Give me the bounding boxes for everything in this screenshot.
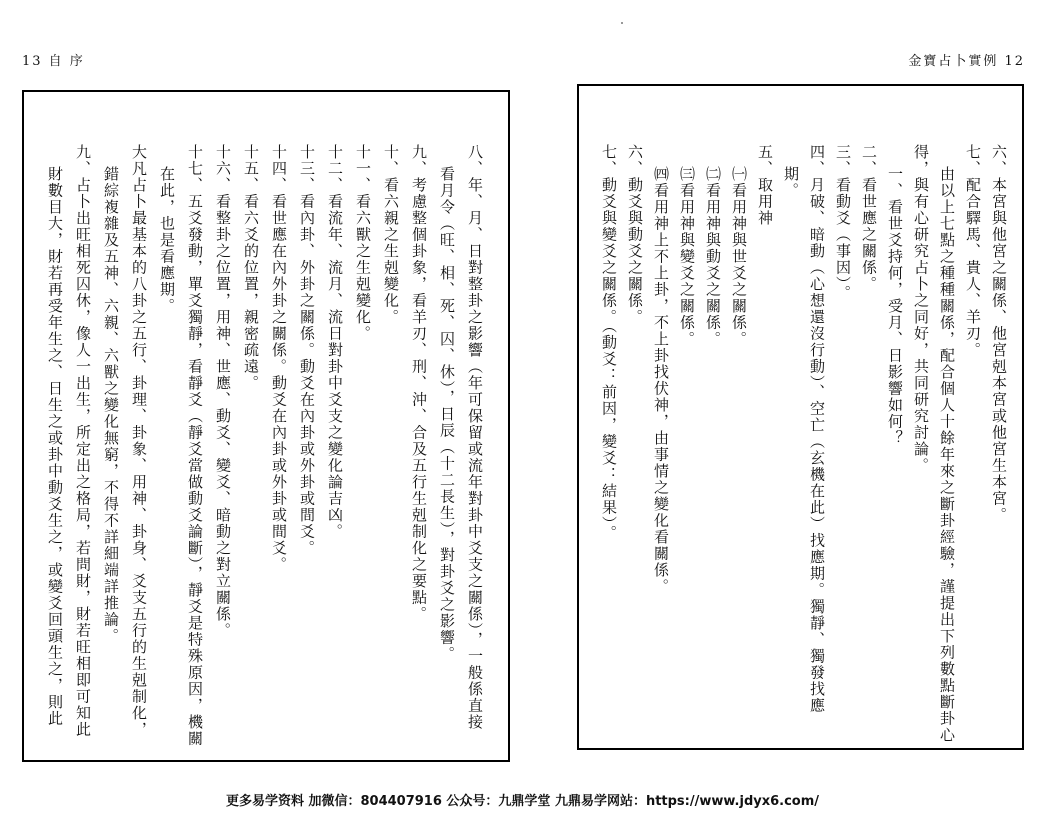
text-column: 七、配合驛馬、貴人、羊刃。 <box>964 144 982 359</box>
right-page-frame <box>577 84 1024 750</box>
text-column: 錯綜複雜及五神、六親、六獸之變化無窮，不得不詳細端詳推論。 <box>102 166 120 645</box>
text-column: 十三、看內卦、外卦之關係。動爻在內卦或外卦或間爻。 <box>298 144 316 557</box>
left-page-header: 13 自 序 <box>22 54 85 69</box>
text-column: 四、月破、暗動（心想還沒行動）、空亡（玄機在此）找應期。獨靜、獨發找應 <box>808 144 826 714</box>
text-column: 十七、五爻發動，單爻獨靜，看靜爻（靜爻當做動爻論斷），靜爻是特殊原因，機關 <box>186 144 204 747</box>
text-column: 期。 <box>782 166 800 199</box>
text-column: ㈠看用神與世爻之關係。 <box>730 166 748 348</box>
right-page-header: 金寶占卜實例 12 <box>908 54 1025 69</box>
text-column: 二、看世應之關係。 <box>860 144 878 293</box>
text-column: 十五、看六爻的位置，親密疏遠。 <box>242 144 260 392</box>
text-column: 財數目大，財若再受年生之、日生之或卦中動爻生之，或變爻回頭生之，則此 <box>46 166 64 727</box>
text-column: 三、看動爻（事因）。 <box>834 144 852 302</box>
text-column: 大凡占卜最基本的八卦之五行、卦理、卦象、用神、卦身、爻支五行的生剋制化， <box>130 144 148 738</box>
left-page-frame <box>22 90 510 762</box>
text-column: 七、動爻與變爻之關係。（動爻：前因，變爻：結果）。 <box>600 144 618 542</box>
text-column: 十二、看流年、流月、流日對卦中爻支之變化論吉凶。 <box>326 144 344 540</box>
footer-watermark: 更多易学资料 加微信：804407916 公众号：九鼎学堂 九鼎易学网站：https://www.jdyx6.com/ <box>225 794 820 809</box>
text-column: 十、看六親之生剋變化。 <box>382 144 400 326</box>
text-column: ㈣看用神上不上卦，不上卦找伏神，由事情之變化看關係。 <box>652 166 670 595</box>
text-column: 五、取用神 <box>756 144 774 227</box>
scan-speck <box>621 22 623 24</box>
text-column: ㈢看用神與變爻之關係。 <box>678 166 696 348</box>
text-column: 八、年、月、日對整卦之影響（年可保留或流年對卦中爻支之關係），一般係直接 <box>466 144 484 731</box>
text-column: 十一、看六獸之生剋變化。 <box>354 144 372 342</box>
text-column: 看月令（旺、相、死、囚、休），日辰（十二長生），對卦爻之影響。 <box>438 166 456 663</box>
text-column: 十四、看世應在內外卦之關係。動爻在內卦或外卦或間爻。 <box>270 144 288 573</box>
text-column: 得，與有心研究占卜之同好，共同研究討論。 <box>912 144 930 474</box>
text-column: ㈡看用神與動爻之關係。 <box>704 166 722 348</box>
text-column: 十六、看整卦之位置，用神、世應、動爻、變爻、暗動之對立關係。 <box>214 144 232 639</box>
text-column: 六、本宮與他宮之關係、他宮剋本宮或他宮生本宮。 <box>990 144 1008 524</box>
text-column: 由以上七點之種種關係，配合個人十餘年來之斷卦經驗，謹提出下列數點斷卦心 <box>938 166 956 744</box>
text-column: 九、占卜出旺相死囚休，像人一出生，所定出之格局，若問財，財若旺相即可知此 <box>74 144 92 738</box>
text-column: 一、看世爻持何，受月、日影響如何？ <box>886 166 904 447</box>
text-column: 九、考慮整個卦象，看羊刃、刑、沖、合及五行生剋制化之要點。 <box>410 144 428 623</box>
text-column: 六、動爻與動爻之關係。 <box>626 144 644 326</box>
text-column: 在此，也是看應期。 <box>158 166 176 315</box>
